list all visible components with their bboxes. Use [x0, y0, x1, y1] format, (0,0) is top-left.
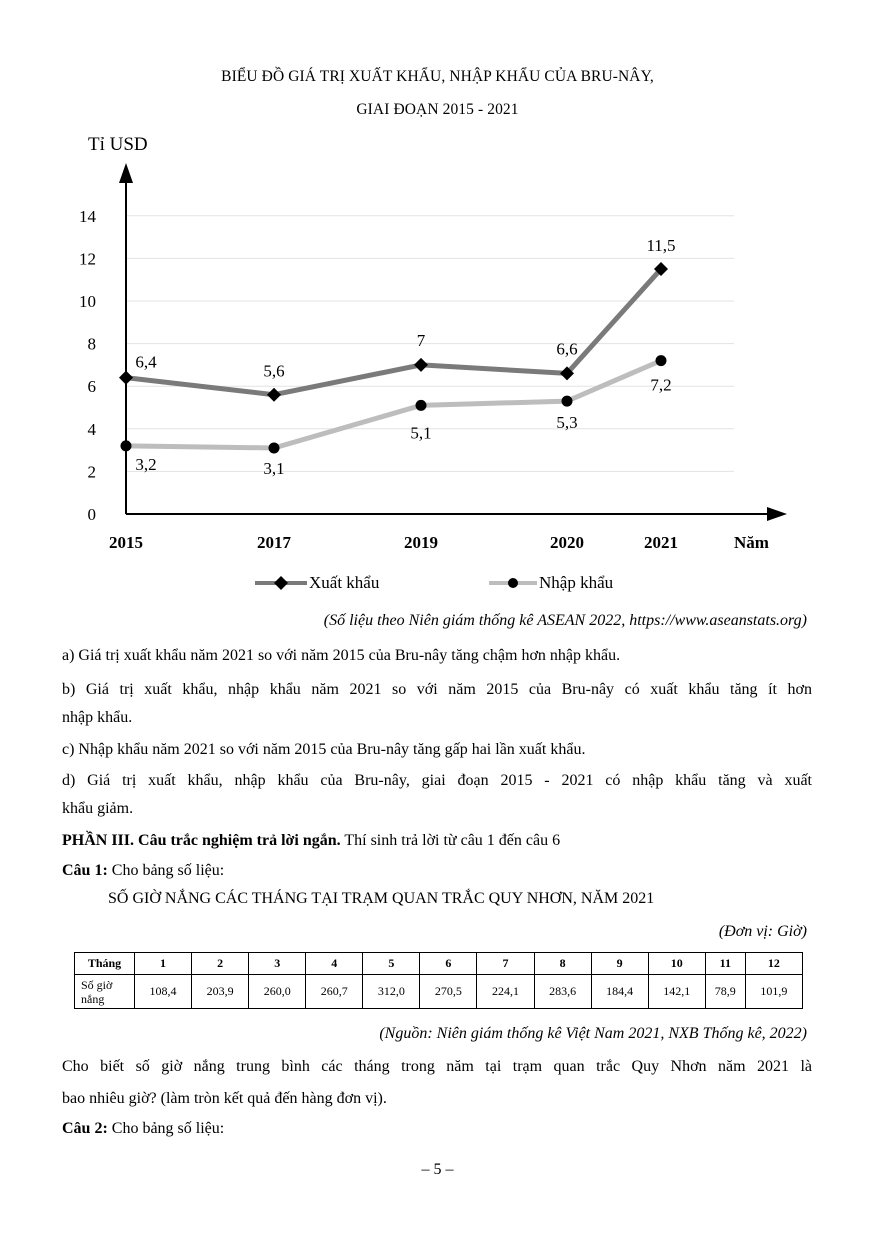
- series-markers: [119, 262, 668, 453]
- table-header-cell: 11: [705, 953, 745, 975]
- export-data-label: 11,5: [646, 236, 676, 256]
- table-header-cell: 8: [534, 953, 591, 975]
- x-axis-arrow: [767, 507, 787, 521]
- table-cell: 270,5: [420, 975, 477, 1009]
- y-axis-arrow: [119, 163, 133, 183]
- export-line: [126, 269, 661, 395]
- table-cell: 260,7: [306, 975, 363, 1009]
- chart-source: (Số liệu theo Niên giám thống kê ASEAN 2022, https://www.aseanstats.org): [323, 612, 807, 629]
- table-header-cell: 10: [648, 953, 705, 975]
- x-tick-label: 2020: [550, 533, 584, 552]
- import-point: [416, 400, 427, 411]
- import-data-label: 7,2: [650, 375, 672, 395]
- statement-d-line2: khẩu giảm.: [62, 800, 134, 817]
- question-1-label: Câu 1:: [62, 862, 108, 879]
- export-data-label: 6,4: [135, 352, 157, 372]
- series-lines: [126, 269, 661, 448]
- table-cell: 142,1: [648, 975, 705, 1009]
- data-labels: [135, 236, 675, 478]
- import-data-label: 3,1: [263, 458, 285, 478]
- statement-b-line1: b) Giá trị xuất khẩu, nhập khẩu năm 2021 so với năm 2015 của Bru-nây có xuất khẩu tăng ít hơn: [62, 681, 812, 698]
- x-axis-label: Năm: [734, 533, 769, 552]
- question-1-intro: [62, 861, 812, 881]
- y-tick-label: 8: [87, 334, 96, 354]
- table-row-label: Số giờ nắng: [75, 975, 135, 1009]
- x-tick-label: 2017: [257, 533, 291, 552]
- table-header-cell: 3: [249, 953, 306, 975]
- export-data-label: 7: [416, 330, 426, 350]
- question-2-intro: [62, 1119, 812, 1139]
- part3-instruction: Thí sinh trả lời từ câu 1 đến câu 6: [340, 832, 561, 849]
- table-title: SỐ GIỜ NẮNG CÁC THÁNG TẠI TRẠM QUAN TRẮC QUY NHƠN, NĂM 2021: [108, 890, 655, 907]
- question-2-intro-text: Cho bảng số liệu:: [107, 1120, 225, 1137]
- question-1-intro-text: Cho bảng số liệu:: [107, 862, 225, 879]
- import-point: [562, 396, 573, 407]
- table-header-cell: 12: [745, 953, 802, 975]
- export-data-label: 5,6: [263, 361, 285, 381]
- legend-item-import: [487, 573, 613, 593]
- legend-export-swatch: [253, 575, 309, 591]
- legend-import-label: Nhập khẩu: [539, 573, 614, 592]
- page-number: – 5 –: [421, 1161, 454, 1178]
- question-1-text-line2: bao nhiêu giờ? (làm tròn kết quả đến hàng đơn vị).: [62, 1090, 387, 1107]
- x-tick-labels: [109, 533, 678, 552]
- table-cell: 283,6: [534, 975, 591, 1009]
- import-data-label: 3,2: [135, 454, 157, 474]
- question-1-text-line1: Cho biết số giờ nắng trung bình các tháng trong năm tại trạm quan trắc Quy Nhơn năm 2021 là: [62, 1058, 812, 1075]
- import-point: [269, 442, 280, 453]
- statement-b-line2: nhập khẩu.: [62, 709, 133, 726]
- import-point: [656, 355, 667, 366]
- chart-axes: [119, 163, 787, 521]
- table-header-label: Tháng: [75, 953, 135, 975]
- table-cell: 312,0: [363, 975, 420, 1009]
- table-cell: 203,9: [192, 975, 249, 1009]
- y-tick-label: 4: [87, 419, 96, 439]
- legend-export-label: Xuất khẩu: [309, 573, 380, 592]
- y-tick-label: 2: [87, 462, 96, 482]
- y-tick-label: 6: [87, 377, 96, 397]
- table-header-cell: 6: [420, 953, 477, 975]
- table-header-cell: 1: [135, 953, 192, 975]
- table-header-row: [75, 953, 803, 975]
- import-line: [126, 361, 661, 448]
- x-tick-label: 2015: [109, 533, 143, 552]
- import-data-label: 5,3: [556, 413, 578, 433]
- part3-heading: PHẦN III. Câu trắc nghiệm trả lời ngắn.: [62, 832, 341, 849]
- y-tick-label: 12: [79, 249, 96, 269]
- chart-title-line1: BIỂU ĐỒ GIÁ TRỊ XUẤT KHẨU, NHẬP KHẨU CỦA BRU-NÂY,: [221, 68, 654, 85]
- statement-a: a) Giá trị xuất khẩu năm 2021 so với năm 2015 của Bru-nây tăng chậm hơn nhập khẩu.: [62, 647, 621, 664]
- chart-title-line2: GIAI ĐOẠN 2015 - 2021: [356, 101, 519, 118]
- table-header-cell: 9: [591, 953, 648, 975]
- x-tick-label: 2021: [644, 533, 678, 552]
- statement-c: c) Nhập khẩu năm 2021 so với năm 2015 của Bru-nây tăng gấp hai lần xuất khẩu.: [62, 741, 586, 758]
- export-point: [119, 371, 133, 385]
- legend-item-export: [253, 573, 379, 593]
- y-axis-label: Tỉ USD: [88, 134, 148, 155]
- x-tick-label: 2019: [404, 533, 438, 552]
- y-tick-label: 10: [79, 292, 96, 311]
- table-row: [75, 975, 803, 1009]
- table-cell: 260,0: [249, 975, 306, 1009]
- table-header-cell: 4: [306, 953, 363, 975]
- import-data-label: 5,1: [410, 423, 432, 443]
- y-tick-label: 14: [79, 206, 96, 226]
- line-chart: [0, 0, 875, 600]
- table-cell: 224,1: [477, 975, 534, 1009]
- table-cell: 101,9: [745, 975, 802, 1009]
- part3-line: [62, 831, 812, 851]
- statement-d-line1: d) Giá trị xuất khẩu, nhập khẩu của Bru-nây, giai đoạn 2015 - 2021 có nhập khẩu tăng và xuất: [62, 772, 812, 789]
- table-cell: 78,9: [705, 975, 745, 1009]
- table-cell: 184,4: [591, 975, 648, 1009]
- y-tick-labels: [79, 207, 97, 524]
- export-point: [267, 388, 281, 402]
- export-point: [414, 358, 428, 372]
- legend-import-swatch: [487, 575, 539, 591]
- question-2-label: Câu 2:: [62, 1120, 108, 1137]
- y-tick-label: 0: [87, 505, 96, 524]
- table-unit: (Đơn vị: Giờ): [718, 923, 807, 940]
- table-header-cell: 2: [192, 953, 249, 975]
- table-source: (Nguồn: Niên giám thống kê Việt Nam 2021, NXB Thống kê, 2022): [379, 1025, 807, 1042]
- table-header-cell: 7: [477, 953, 534, 975]
- export-data-label: 6,6: [556, 339, 578, 359]
- import-point: [121, 440, 132, 451]
- table-cell: 108,4: [135, 975, 192, 1009]
- table-header-cell: 5: [363, 953, 420, 975]
- sunshine-table: [74, 952, 803, 1009]
